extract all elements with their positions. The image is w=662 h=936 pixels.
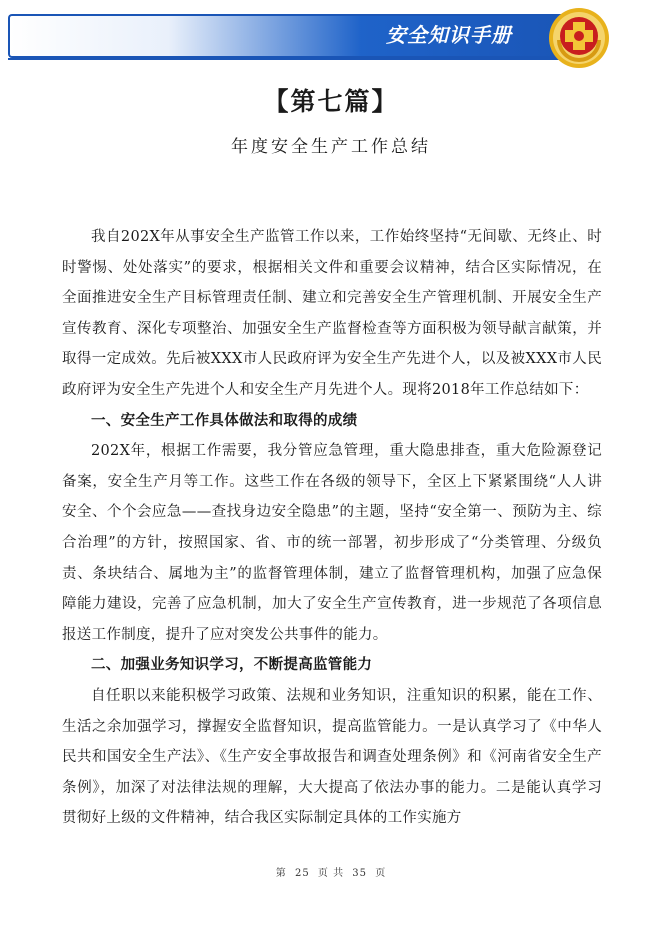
footer-total-pages: 35 (352, 868, 368, 879)
footer-mid: 页 共 (317, 868, 345, 879)
intro-paragraph: 我自202X年从事安全生产监管工作以来，工作始终坚持“无间歇、无终止、时时警惕、处处落实”的要求，根据相关文件和重要会议精神，结合区实际情况，在全面推进安全生产目标管理责任制、建立和完善安全生产管理机制、开展安全生产宣传教育、深化专项整治、加强安全生产监督检查等方面积极为领导献言献策，并取得一定成效。先后被XXX市人民政府评为安全生产先进个人，以及被XXX市人民政府评为安全生产先进个人和安全生产月先进个人。现将2018年工作总结如下： (62, 229, 602, 398)
header-rule (8, 58, 574, 60)
footer-suffix: 页 (375, 868, 387, 879)
footer-page-number: 25 (294, 868, 310, 879)
safety-emblem-icon (547, 6, 611, 70)
footer-prefix: 第 (275, 868, 287, 879)
section-1-paragraph: 202X年，根据工作需要，我分管应急管理，重大隐患排查，重大危险源登记备案，安全生产月等工作。这些工作在各级的领导下，全区上下紧紧围绕“人人讲安全、个个会应急——查找身边安全隐患”的主题，坚持“安全第一、预防为主、综合治理”的方针，按照国家、省、市的统一部署，初步形成了“分类管理、分级负责、条块结合、属地为主”的监督管理体制，建立了监督管理机构，加强了应急保障能力建设，完善了应急机制，加大了安全生产宣传教育，进一步规范了各项信息报送工作制度，提升了应对突发公共事件的能力。 (62, 443, 602, 643)
section-2-paragraph: 自任职以来能积极学习政策、法规和业务知识，注重知识的积累，能在工作、生活之余加强学习，撑握安全监督知识，提高监管能力。一是认真学习了《中华人民共和国安全生产法》、《生产安全事故报告和调查处理条例》和《河南省安全生产条例》，加深了对法律法规的理解，大大提高了依法办事的能力。二是能认真学习贯彻好上级的文件精神，结合我区实际制定具体的工作实施方 (62, 687, 602, 827)
section-2-heading: 二、加强业务知识学习，不断提高监管能力 (91, 656, 373, 674)
document-body (62, 222, 602, 834)
header-title: 安全知识手册 (386, 23, 512, 47)
chapter-subtitle: 年度安全生产工作总结 (231, 137, 431, 157)
chapter-title: 【第七篇】 (263, 87, 399, 116)
page-footer (0, 864, 662, 879)
section-1-heading: 一、安全生产工作具体做法和取得的成绩 (91, 411, 358, 429)
